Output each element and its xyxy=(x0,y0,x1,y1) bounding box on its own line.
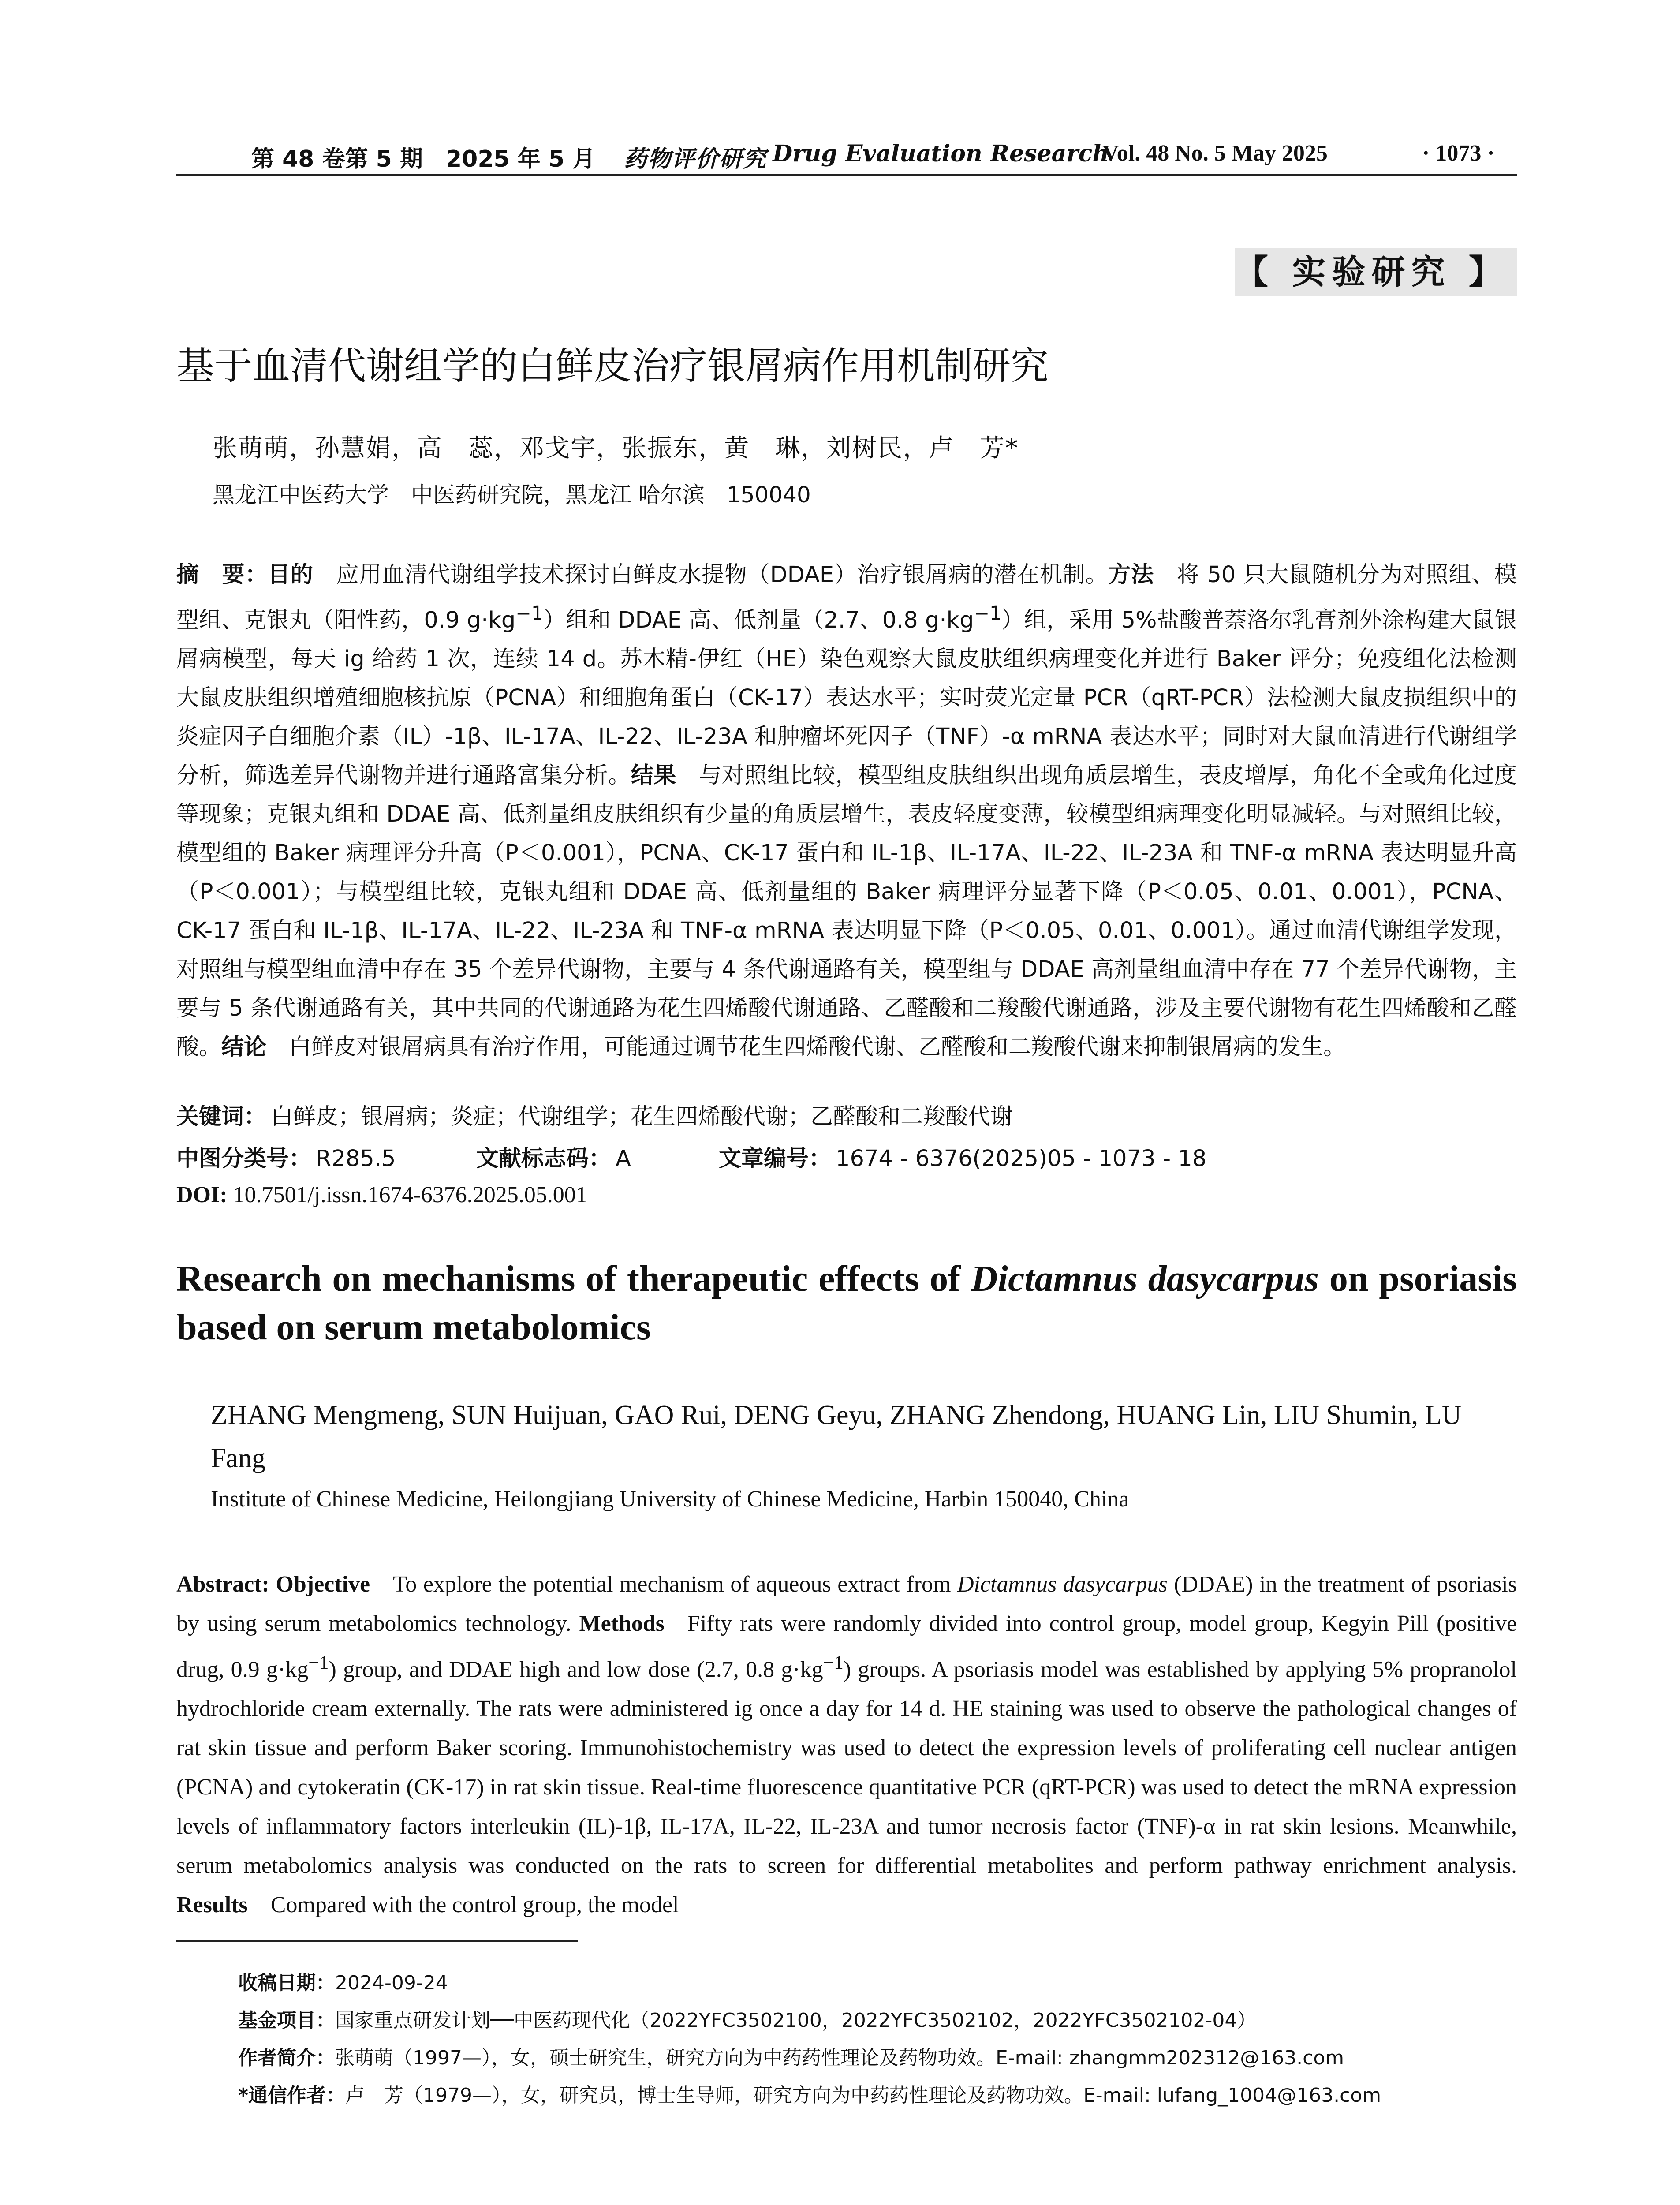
article-no-value: 1674 - 6376(2025)05 - 1073 - 18 xyxy=(836,1146,1207,1172)
en-objective-text-2: (DDAE) in the treatment of psoriasis by using serum metabolomics technology. xyxy=(176,1572,1517,1636)
en-superscript: −1 xyxy=(823,1652,844,1673)
footnote-rule xyxy=(176,1940,578,1942)
header-journal-en: Drug Evaluation Research xyxy=(773,140,1109,167)
en-abstract xyxy=(176,1565,1517,1925)
doi-value: 10.7501/j.issn.1674-6376.2025.05.001 xyxy=(233,1182,587,1207)
fund-value: 国家重点研发计划──中医药现代化（2022YFC3502100，2022YFC3502102，2022YFC3502102-04） xyxy=(335,2009,1257,2032)
en-superscript: −1 xyxy=(308,1652,329,1673)
cn-author-list: 张萌萌，孙慧娟，高 蕊，邓戈宇，张振东，黄 琳，刘树民，卢 芳* xyxy=(213,434,1019,463)
doi-label: DOI: xyxy=(176,1182,228,1207)
cn-affiliation: 黑龙江中医药大学 中医药研究院，黑龙江 哈尔滨 150040 xyxy=(213,482,811,508)
article-no-label: 文章编号： xyxy=(719,1146,832,1172)
cn-objective-text: 应用血清代谢组学技术探讨白鲜皮水提物（DDAE）治疗银屑病的潜在机制。 xyxy=(336,562,1109,588)
doc-code-label: 文献标志码： xyxy=(476,1146,612,1172)
header-issue-en: Vol. 48 No. 5 May 2025 xyxy=(1102,141,1328,166)
cn-conclusion-text: 白鲜皮对银屑病具有治疗作用，可能通过调节花生四烯酸代谢、乙醛酸和二羧酸代谢来抑制银屑病的发生。 xyxy=(289,1034,1346,1060)
footnote-author xyxy=(238,2042,1344,2070)
en-title-species: Dictamnus dasycarpus xyxy=(971,1258,1319,1299)
en-title-part-1: Research on mechanisms of therapeutic effects of xyxy=(176,1258,971,1299)
cn-methods-text-3: ）组，采用 5%盐酸普萘洛尔乳膏剂外涂构建大鼠银屑病模型，每天 ig 给药 1 次，连续 14 d。苏木精-伊红（HE）染色观察大鼠皮肤组织病理变化并进行 Baker 评分；免疫组化法检测大鼠皮肤组织增殖细胞核抗原（PCNA）和细胞角蛋白（CK-17）表达水平；实时荧光定量 PCR（qRT-PCR）法检测大鼠皮损组织中的炎症因子白细胞介素（IL）-1β、IL-17A、IL-22、IL-23A 和肿瘤坏死因子（TNF）-α mRNA 表达水平；同时对大鼠血清进行代谢组学分析，筛选差异代谢物并进行通路富集分析。 xyxy=(176,607,1517,789)
cn-abstract xyxy=(176,556,1517,1067)
cn-title: 基于血清代谢组学的白鲜皮治疗银屑病作用机制研究 xyxy=(176,344,1049,388)
header-issue-cn: 第 48 卷第 5 期 2025 年 5 月 xyxy=(251,146,596,172)
corr-label: *通信作者： xyxy=(238,2084,346,2107)
cn-methods-text-2: ）组和 DDAE 高、低剂量（2.7、0.8 g·kg xyxy=(543,607,974,633)
section-tag: 【 实验研究 】 xyxy=(1235,248,1517,296)
header-rule xyxy=(176,174,1517,176)
footnote-fund xyxy=(238,2004,1256,2033)
received-label: 收稿日期： xyxy=(238,1972,335,1994)
cn-objective-label: 目的 xyxy=(268,562,314,588)
en-methods-label: Methods xyxy=(579,1611,665,1636)
en-methods-text-2: ) group, and DDAE high and low dose (2.7, 0.8 g·kg xyxy=(329,1657,823,1682)
corr-value: 卢 芳（1979—），女，研究员，博士生导师，研究方向为中药药性理论及药物功效。E-mail: lufang_1004@163.com xyxy=(345,2084,1381,2107)
cn-doc-code xyxy=(476,1140,631,1173)
doi xyxy=(176,1182,587,1208)
footnote-corresponding xyxy=(238,2079,1381,2108)
cn-authors xyxy=(213,429,1019,464)
header-page-number: · 1073 · xyxy=(1422,141,1495,166)
en-abstract-label: Abstract: Objective xyxy=(176,1572,370,1597)
en-results-label: Results xyxy=(176,1892,248,1918)
cn-abstract-label: 摘 要： xyxy=(176,562,268,588)
cn-classification xyxy=(176,1140,396,1173)
author-value: 张萌萌（1997—），女，硕士研究生，研究方向为中药药性理论及药物功效。E-mail: zhangmm202312@163.com xyxy=(335,2047,1344,2069)
en-objective-text-1: To explore the potential mechanism of aqueous extract from xyxy=(393,1572,957,1597)
en-affiliation: Institute of Chinese Medicine, Heilongjiang University of Chinese Medicine, Harbin 150040, China xyxy=(211,1487,1129,1512)
cn-conclusion-label: 结论 xyxy=(221,1034,267,1060)
cn-methods-label: 方法 xyxy=(1108,562,1154,588)
clc-label: 中图分类号： xyxy=(176,1146,312,1172)
cn-keywords-label: 关键词： xyxy=(176,1104,267,1130)
doc-code-value: A xyxy=(616,1146,631,1172)
cn-keywords-text: 白鲜皮；银屑病；炎症；代谢组学；花生四烯酸代谢；乙醛酸和二羧酸代谢 xyxy=(271,1104,1013,1130)
cn-article-no xyxy=(719,1140,1206,1173)
author-label: 作者简介： xyxy=(238,2047,335,2069)
en-results-text: Compared with the control group, the model xyxy=(270,1892,679,1918)
en-objective-species: Dictamnus dasycarpus xyxy=(957,1572,1168,1597)
received-value: 2024-09-24 xyxy=(335,1972,448,1994)
footnote-received xyxy=(238,1967,448,1995)
cn-superscript: −1 xyxy=(974,603,1002,624)
clc-value: R285.5 xyxy=(316,1146,396,1172)
journal-logo: 药物评价研究 xyxy=(624,146,767,172)
en-methods-text-1: Fifty rats were randomly divided into control group, model group, Kegyin Pill (positive drug, 0.9 g·kg xyxy=(176,1611,1517,1682)
cn-keywords xyxy=(176,1098,1013,1131)
cn-methods-text-1: 将 50 只大鼠随机分为对照组、模型组、克银丸（阳性药，0.9 g·kg xyxy=(176,562,1517,633)
fund-label: 基金项目： xyxy=(238,2009,335,2032)
en-authors: ZHANG Mengmeng, SUN Huijuan, GAO Rui, DENG Geyu, ZHANG Zhendong, HUANG Lin, LIU Shumin, LU Fang xyxy=(211,1400,1462,1473)
cn-results-label: 结果 xyxy=(631,762,676,789)
en-title xyxy=(176,1255,1517,1352)
en-methods-text-3: ) groups. A psoriasis model was established by applying 5% propranolol hydrochloride cream externally. The rats were administered ig once a day for 14 d. HE staining was used to observe the pathological changes of rat skin tissue and perform Baker scoring. Immunohistochemistry was used to detect the expression levels of proliferating cell nuclear antigen (PCNA) and cytokeratin (CK-17) in rat skin tissue. Real-time fluorescence quantitative PCR (qRT-PCR) was used to detect the mRNA expression levels of inflammatory factors interleukin (IL)-1β, IL-17A, IL-22, IL-23A and tumor necrosis factor (TNF)-α in rat skin lesions. Meanwhile, serum metabolomics analysis was conducted on the rats to screen for differential metabolites and perform pathway enrichment analysis. xyxy=(176,1657,1517,1879)
cn-superscript: −1 xyxy=(515,603,543,624)
en-title-part-2: on psoriasis based on serum metabolomics xyxy=(176,1258,1517,1348)
cn-results-text: 与对照组比较，模型组皮肤组织出现角质层增生，表皮增厚，角化不全或角化过度等现象；克银丸组和 DDAE 高、低剂量组皮肤组织有少量的角质层增生，表皮轻度变薄，较模型组病理变化明显减轻。与对照组比较，模型组的 Baker 病理评分升高（P＜0.001），PCNA、CK-17 蛋白和 IL-1β、IL-17A、IL-22、IL-23A 和 TNF-α mRNA 表达明显升高（P＜0.001）；与模型组比较，克银丸组和 DDAE 高、低剂量组的 Baker 病理评分显著下降（P＜0.05、0.01、0.001），PCNA、CK-17 蛋白和 IL-1β、IL-17A、IL-22、IL-23A 和 TNF-α mRNA 表达明显下降（P＜0.05、0.01、0.001）。通过血清代谢组学发现，对照组与模型组血清中存在 35 个差异代谢物，主要与 4 条代谢通路有关，模型组与 DDAE 高剂量组血清中存在 77 个差异代谢物，主要与 5 条代谢通路有关，其中共同的代谢通路为花生四烯酸代谢通路、乙醛酸和二羧酸代谢通路，涉及主要代谢物有花生四烯酸和乙醛酸。 xyxy=(176,762,1517,1060)
